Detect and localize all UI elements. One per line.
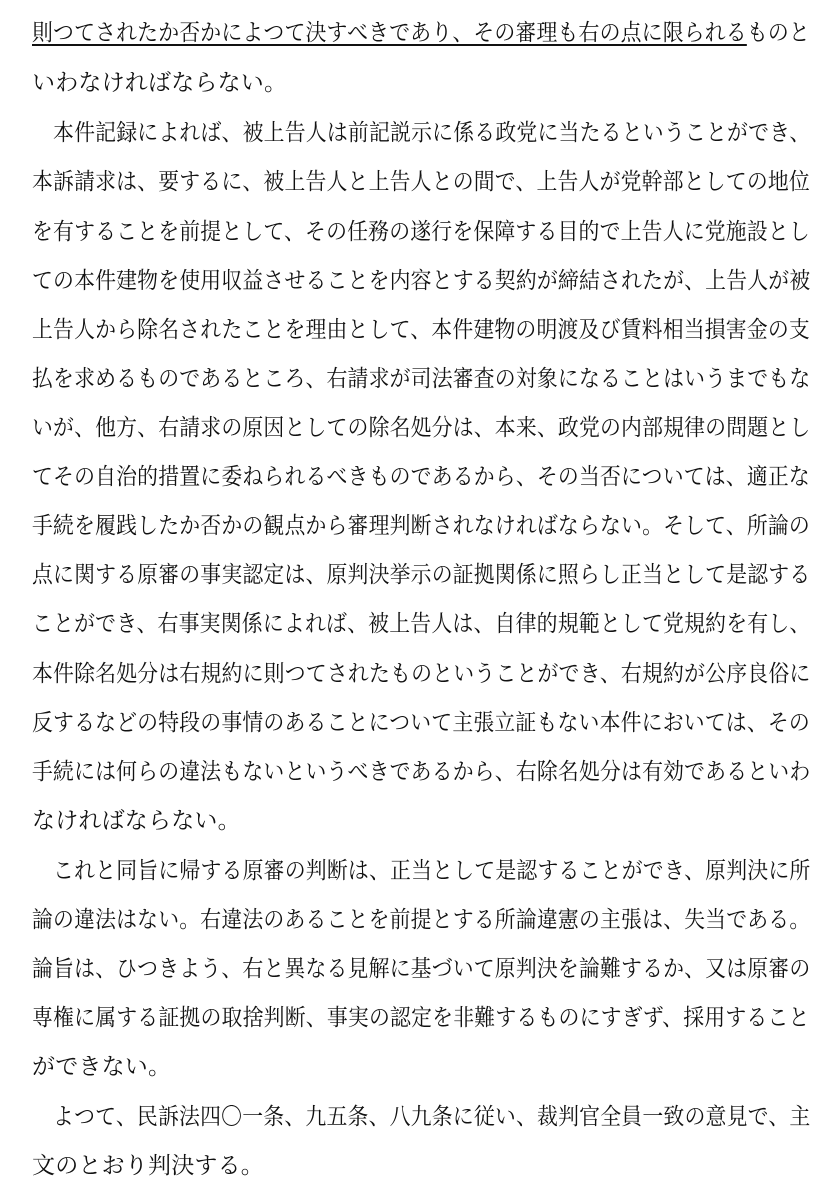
text-line: 手続には何らの違法もないというべきであるから、右除名処分は有効であるといわ <box>32 759 811 785</box>
text-line: よつて、民訴法四〇一条、九五条、八九条に従い、裁判官全員一致の意見で、主 <box>32 1104 811 1130</box>
text-line: 専権に属する証拠の取捨判断、事実の認定を非難するものにすぎず、採用すること <box>32 1005 810 1031</box>
text-line: 上告人から除名されたことを理由として、本件建物の明渡及び賃料相当損害金の支 <box>32 317 810 343</box>
text-line: ことができ、右事実関係によれば、被上告人は、自律的規範として党規約を有し、 <box>32 611 811 637</box>
text-line: いわなければならない。 <box>32 70 288 96</box>
text-line <box>32 18 810 48</box>
text-line: 本件記録によれば、被上告人は前記説示に係る政党に当たるということができ、 <box>32 120 811 146</box>
text-line: 点に関する原審の事実認定は、原判決挙示の証拠関係に照らし正当として是認する <box>32 562 811 588</box>
text-line: なければならない。 <box>32 808 241 834</box>
text-line: 本訴請求は、要するに、被上告人と上告人との間で、上告人が党幹部としての地位 <box>32 169 810 195</box>
text-line: ての本件建物を使用収益させることを内容とする契約が締結されたが、上告人が被 <box>32 268 811 294</box>
text-line: これと同旨に帰する原審の判断は、正当として是認することができ、原判決に所 <box>32 858 811 884</box>
text-line: 払を求めるものであるところ、右請求が司法審査の対象になることはいうまでもな <box>32 366 811 392</box>
text-line: 論の違法はない。右違法のあることを前提とする所論違憲の主張は、失当である。 <box>32 907 811 933</box>
text-line: 反するなどの特段の事情のあることについて主張立証もない本件においては、その <box>32 710 810 736</box>
text-line: を有することを前提として、その任務の遂行を保障する目的で上告人に党施設とし <box>32 219 810 245</box>
text-line: 論旨は、ひつきよう、右と異なる見解に基づいて原判決を論難するか、又は原審の <box>32 956 811 982</box>
text-line: てその自治的措置に委ねられるべきものであるから、その当否については、適正な <box>32 464 810 490</box>
text-line: 本件除名処分は右規約に則つてされたものということができ、右規約が公序良俗に <box>32 661 811 687</box>
underlined-text: 則つてされたか否かによつて決すべきであり、その審理も右の点に限られる <box>32 20 747 46</box>
text-line: 文のとおり判決する。 <box>32 1153 264 1179</box>
text-line: ができない。 <box>32 1054 172 1080</box>
text-line: 手続を履践したか否かの観点から審理判断されなければならない。そして、所論の <box>32 513 810 539</box>
text-line: いが、他方、右請求の原因としての除名処分は、本来、政党の内部規律の問題とし <box>32 415 811 441</box>
line-text: ものと <box>746 20 810 46</box>
